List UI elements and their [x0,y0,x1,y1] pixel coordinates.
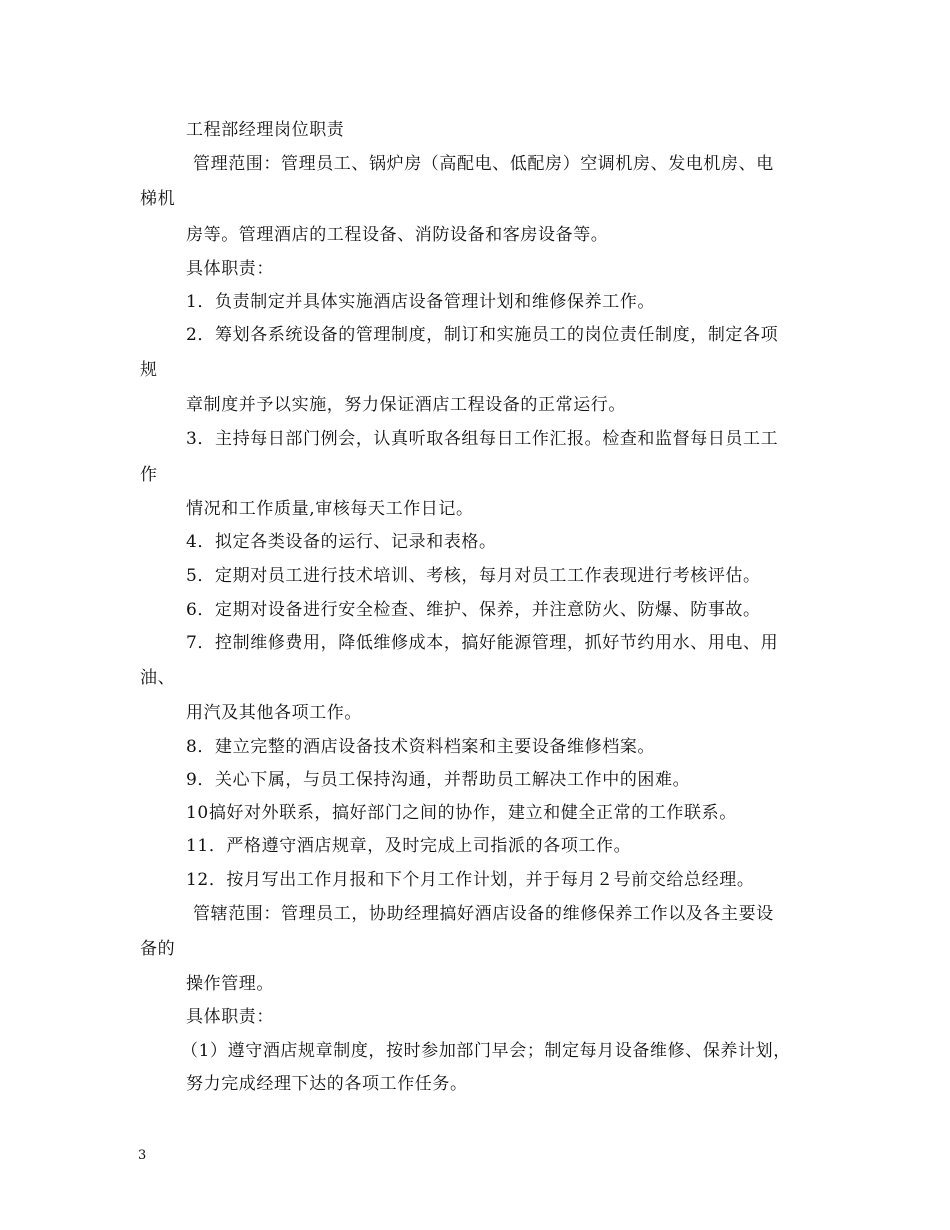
text-line: 油、 [140,668,176,688]
text-line: 情况和工作质量,审核每天工作日记。 [186,499,474,519]
text-line: 6．定期对设备进行安全检查、维护、保养，并注意防火、防爆、防事故。 [186,600,761,620]
text-line: 用汽及其他各项工作。 [186,703,362,723]
text-line: 8．建立完整的酒店设备技术资料档案和主要设备维修档案。 [186,737,656,757]
text-line: 梯机 [140,189,176,209]
text-line: 2．筹划各系统设备的管理制度，制订和实施员工的岗位责任制度，制定各项 [186,325,779,345]
text-line: 4．拟定各类设备的运行、记录和表格。 [186,532,497,552]
text-line: 具体职责： [186,1007,274,1027]
text-line: 11．严格遵守酒店规章，及时完成上司指派的各项工作。 [186,836,632,856]
text-line: 12．按月写出工作月报和下个月工作计划，并于每月２号前交给总经理。 [186,870,755,890]
text-line: 努力完成经理下达的各项工作任务。 [186,1074,468,1094]
text-line: 管辖范围：管理员工，协助经理搞好酒店设备的维修保养工作以及各主要设 [193,904,774,924]
text-line: 5．定期对员工进行技术培训、考核，每月对员工工作表现进行考核评估。 [186,566,761,586]
text-line: 具体职责： [186,259,274,279]
text-line: 3．主持每日部门例会，认真听取各组每日工作汇报。检查和监督每日员工工 [186,429,779,449]
text-line: 备的 [140,939,176,959]
text-line: 管理范围：管理员工、锅炉房（高配电、低配房）空调机房、发电机房、电 [193,154,774,174]
text-line: 10搞好对外联系，搞好部门之间的协作，建立和健全正常的工作联系。 [186,803,737,823]
page-number: 3 [138,1148,147,1163]
page-title: 工程部经理岗位职责 [186,120,345,140]
text-line: 规 [140,360,158,380]
text-line: 7．控制维修费用，降低维修成本，搞好能源管理，抓好节约用水、用电、用 [186,633,779,653]
text-line: 1．负责制定并具体实施酒店设备管理计划和维修保养工作。 [186,292,656,312]
text-line: 操作管理。 [186,974,274,994]
text-line: 9．关心下属，与员工保持沟通，并帮助员工解决工作中的困难。 [186,770,691,790]
text-line: 作 [140,465,158,485]
text-line: 房等。管理酒店的工程设备、消防设备和客房设备等。 [186,225,609,245]
text-line: （1）遵守酒店规章制度，按时参加部门早会；制定每月设备维修、保养计划， [181,1041,791,1061]
text-line: 章制度并予以实施，努力保证酒店工程设备的正常运行。 [186,395,626,415]
